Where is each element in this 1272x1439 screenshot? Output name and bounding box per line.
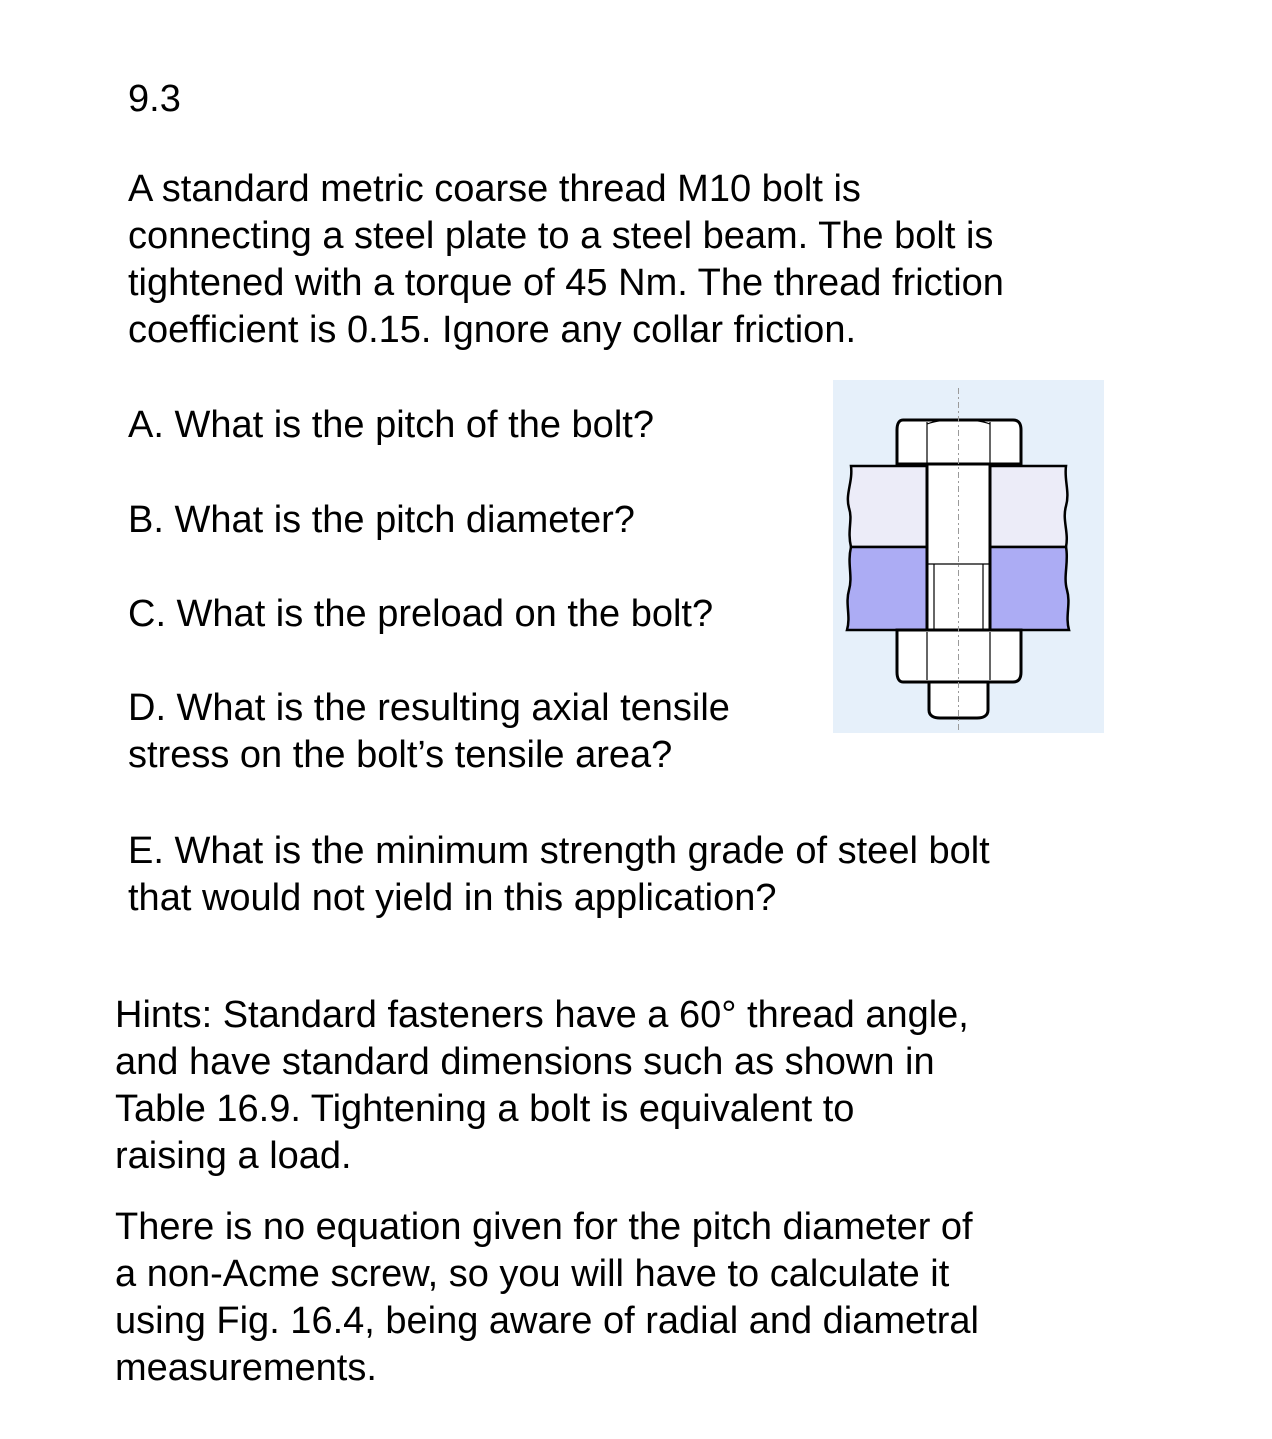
hint-line: raising a load. bbox=[115, 1135, 352, 1177]
statement-line: A standard metric coarse thread M10 bolt is bbox=[128, 168, 861, 210]
hint-line: using Fig. 16.4, being aware of radial and diametral bbox=[115, 1300, 979, 1342]
question-line: A. What is the pitch of the bolt? bbox=[128, 404, 654, 446]
hints-paragraph-1 bbox=[115, 992, 969, 1180]
question-b bbox=[128, 497, 635, 544]
hint-line: a non-Acme screw, so you will have to calculate it bbox=[115, 1253, 950, 1295]
top-plate-right bbox=[990, 466, 1067, 547]
question-a bbox=[128, 402, 654, 449]
hint-line: There is no equation given for the pitch diameter of bbox=[115, 1206, 973, 1248]
statement-line: connecting a steel plate to a steel beam. The bolt is bbox=[128, 215, 994, 257]
question-line: stress on the bolt’s tensile area? bbox=[128, 734, 673, 776]
bolted-joint-diagram-icon bbox=[833, 380, 1104, 733]
beam-right bbox=[990, 547, 1069, 630]
hint-line: Table 16.9. Tightening a bolt is equivalent to bbox=[115, 1088, 855, 1130]
question-c bbox=[128, 591, 713, 638]
top-plate-left bbox=[848, 466, 927, 547]
beam-left bbox=[847, 547, 927, 630]
problem-statement bbox=[128, 166, 1004, 354]
statement-line: coefficient is 0.15. Ignore any collar friction. bbox=[128, 309, 857, 351]
hints-paragraph-2 bbox=[115, 1204, 979, 1392]
question-line: E. What is the minimum strength grade of steel bolt bbox=[128, 830, 990, 872]
statement-line: tightened with a torque of 45 Nm. The thread friction bbox=[128, 262, 1004, 304]
hint-line: Hints: Standard fasteners have a 60° thread angle, bbox=[115, 994, 969, 1036]
question-line: that would not yield in this application? bbox=[128, 877, 777, 919]
question-e bbox=[128, 828, 990, 922]
hint-line: measurements. bbox=[115, 1347, 377, 1389]
question-line: D. What is the resulting axial tensile bbox=[128, 687, 730, 729]
question-line: B. What is the pitch diameter? bbox=[128, 499, 635, 541]
question-line: C. What is the preload on the bolt? bbox=[128, 593, 714, 635]
hint-line: and have standard dimensions such as shown in bbox=[115, 1041, 935, 1083]
problem-number: 9.3 bbox=[128, 78, 181, 120]
question-d bbox=[128, 685, 730, 779]
